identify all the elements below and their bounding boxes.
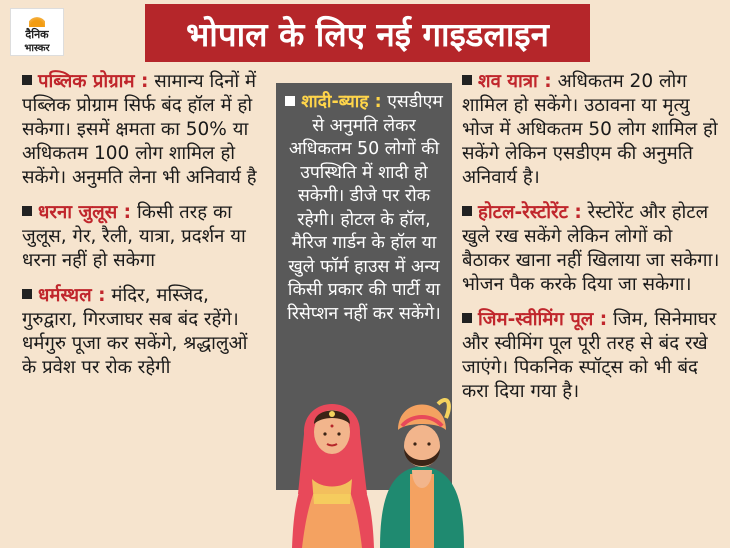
sun-icon — [29, 13, 45, 27]
section-heading: धर्मस्थल : — [38, 285, 106, 306]
section-text: एसडीएम से अनुमति लेकर अधिकतम 50 लोगों की उपस्थिति में शादी हो सकेगी। डीजे पर रोक रहेगी। होटल के हॉल, मैरिज गार्डन के हॉल या खुले फॉर्म हाउस में अन्य किसी प्रकार की पार्टी या रिसेप्शन नहीं कर सकेंगे। — [287, 92, 443, 324]
section-text: रेस्टोरेंट और होटल खुले रख सकेंगे लेकिन लोगों को बैठाकर खाना नहीं खिलाया जा सकेगा। भोजन पैक करके दिया जा सकेगा। — [462, 202, 720, 295]
section-gym-swimming — [462, 308, 720, 404]
section-protest-rally — [22, 201, 262, 273]
left-column — [22, 70, 262, 391]
section-funeral — [462, 70, 720, 190]
square-bullet-icon — [462, 313, 472, 323]
section-text: किसी तरह का जुलूस, गेर, रैली, यात्रा, प्रदर्शन या धरना नहीं हो सकेगा — [22, 202, 246, 271]
section-text: सामान्य दिनों में पब्लिक प्रोग्राम सिर्फ बंद हॉल में हो सकेगा। इसमें क्षमता का 50% या अधिकतम 100 लोग शामिल हो सकेंगे। अनुमति लेना भी अनिवार्य है — [22, 71, 257, 188]
section-heading: धरना जुलूस : — [38, 202, 132, 223]
logo-line-2: भास्कर — [24, 43, 50, 54]
right-column — [462, 70, 720, 415]
section-text: अधिकतम 20 लोग शामिल हो सकेंगे। उठावना या मृत्यु भोज में अधिकतम 50 लोग शामिल हो सकेंगे लेकिन एसडीएम की अनुमति अनिवार्य है। — [462, 71, 718, 188]
section-public-program — [22, 70, 262, 190]
section-heading: जिम-स्वीमिंग पूल : — [478, 309, 608, 330]
page-title: भोपाल के लिए नई गाइडलाइन — [145, 4, 590, 62]
section-hotel-restaurant — [462, 201, 720, 297]
square-bullet-icon — [462, 206, 472, 216]
wedding-text-block — [282, 91, 446, 326]
square-bullet-icon — [22, 75, 32, 85]
section-heading: शादी-ब्याह : — [301, 92, 382, 112]
section-heading: पब्लिक प्रोग्राम : — [38, 71, 149, 92]
section-text: जिम, सिनेमाघर और स्वीमिंग पूल पूरी तरह से बंद रखे जाएंगे। पिकनिक स्पॉट्स को भी बंद करा दिया गया है। — [462, 309, 717, 402]
dainik-bhaskar-logo — [10, 8, 64, 56]
square-bullet-icon — [285, 96, 295, 106]
section-text: मंदिर, मस्जिद, गुरुद्वारा, गिरजाघर सब बंद रहेंगे। धर्मगुरु पूजा कर सकेंगे, श्रद्धालुओं के प्रवेश पर रोक रहेगी — [22, 285, 248, 378]
square-bullet-icon — [22, 289, 32, 299]
logo-line-1: दैनिक — [25, 28, 49, 41]
square-bullet-icon — [462, 75, 472, 85]
section-heading: होटल-रेस्टोरेंट : — [478, 202, 582, 223]
section-religious-places — [22, 284, 262, 380]
section-heading: शव यात्रा : — [478, 71, 552, 92]
square-bullet-icon — [22, 206, 32, 216]
wedding-couple-icon — [262, 374, 472, 548]
